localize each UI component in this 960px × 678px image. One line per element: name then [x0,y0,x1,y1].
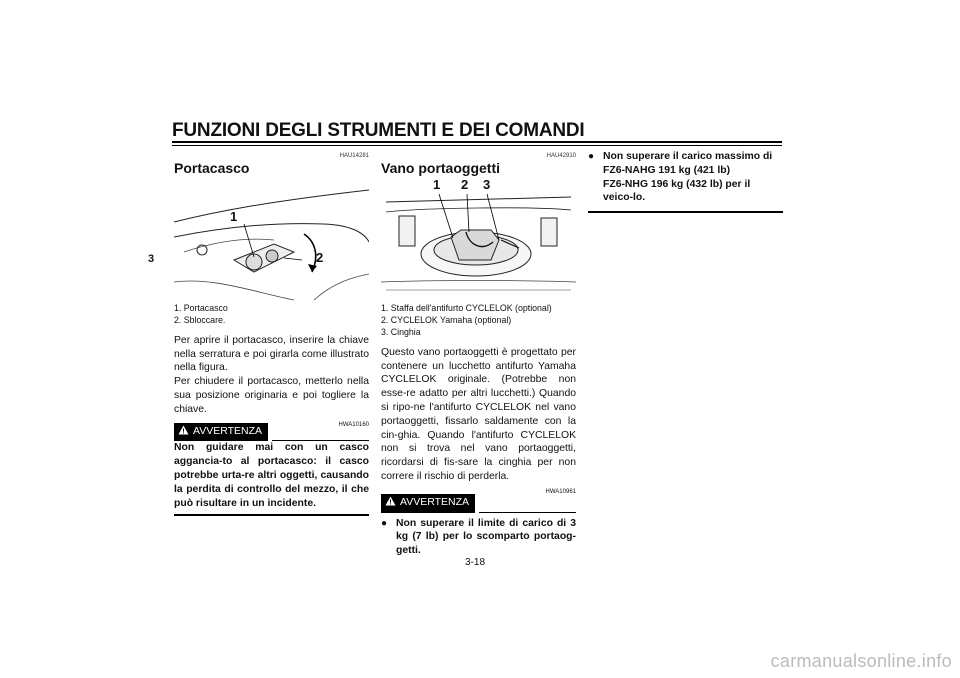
caption-2: 2. Sbloccare. [174,314,226,325]
warning-badge [174,423,268,442]
figure-label-2: 2 [461,176,469,192]
helmet-holder-figure [174,182,369,302]
figure-label-3: 3 [483,176,491,192]
section-title-portacasco: Portacasco [174,160,250,176]
bullet-icon: ● [381,517,388,529]
load-line-3: FZ6-NHG 196 kg (432 lb) per il veico-lo. [603,178,751,204]
section-code: HAU14281 [339,153,369,159]
column-portacasco [174,150,369,516]
page-title: FUNZIONI DEGLI STRUMENTI E DEI COMANDI [172,120,585,141]
column-vano [381,150,576,558]
load-bullet [588,150,783,205]
body-paragraph: Questo vano portaoggetti è progettato per contenere un lucchetto antifurto Yamaha CYCLELOK originale. (Potrebbe non esse-re adatto per altri lucchetti.) Quando si ripo-ne l'antifurto CYCLELOK nel vano portaoggetti, fissarlo saldamente con la cin-ghia. Quando l'antifurto CYCLELOK non si trova nel vano portaoggetti, ricordarsi di fis-sare la cinghia per non correre il rischio di perderla. [381,346,576,482]
warning-code: HWA10160 [338,422,369,429]
bullet-icon: ● [588,151,595,162]
figure-label-2: 2 [316,249,324,265]
figure-label-1: 1 [230,208,238,224]
watermark: carmanualsonline.info [770,651,952,671]
load-line-2: FZ6-NAHG 191 kg (421 lb) [603,164,731,176]
warning-text: Non guidare mai con un casco aggancia-to al portacasco: il casco potrebbe urta-re altri oggetti, causando la perdita di controllo del mezzo, il che può risultare in un incidente. [174,442,369,509]
warning-triangle-icon [385,496,396,511]
title-rule-thin [172,145,782,146]
caption-1: 1. Staffa dell'antifurto CYCLELOK (optional) [381,302,552,313]
storage-compartment-figure [381,176,576,302]
warning-end-rule [174,514,369,516]
caption-3: 3. Cinghia [381,326,421,337]
chapter-tab: 3 [148,253,155,265]
title-rule-thick [172,141,782,143]
storage-compartment-illustration [381,182,576,302]
helmet-holder-illustration [174,182,369,302]
section-title-vano: Vano portaoggetti [381,160,500,176]
warning-bullet-text: Non superare il limite di carico di 3 kg (7 lb) per lo scomparto portaog-getti. [396,517,576,557]
column-continuation [588,150,783,213]
warning-badge [381,494,475,513]
warning-triangle-icon [178,425,189,440]
warning-bullet [381,517,576,558]
warning-label: AVVERTENZA [400,496,470,509]
load-line-1: Non superare il carico massimo di [603,151,773,162]
warning-header [381,494,576,513]
body-paragraph-open: Per aprire il portacasco, inserire la chiave nella serratura e poi girarla come illustrato nella figura. [174,334,369,374]
warning-rule [479,512,576,513]
figure-label-1: 1 [433,176,441,192]
warning-code: HWA10961 [545,488,576,495]
page-number: 3-18 [465,557,486,568]
caption-2: 2. CYCLELOK Yamaha (optional) [381,314,512,325]
warning-label: AVVERTENZA [193,425,263,438]
caption-1: 1. Portacasco [174,302,228,313]
warning-end-rule [588,211,783,213]
body-paragraph-close: Per chiudere il portacasco, metterlo nella sua posizione originaria e poi togliere la chiave. [174,376,369,415]
section-code: HAU42910 [546,153,576,159]
